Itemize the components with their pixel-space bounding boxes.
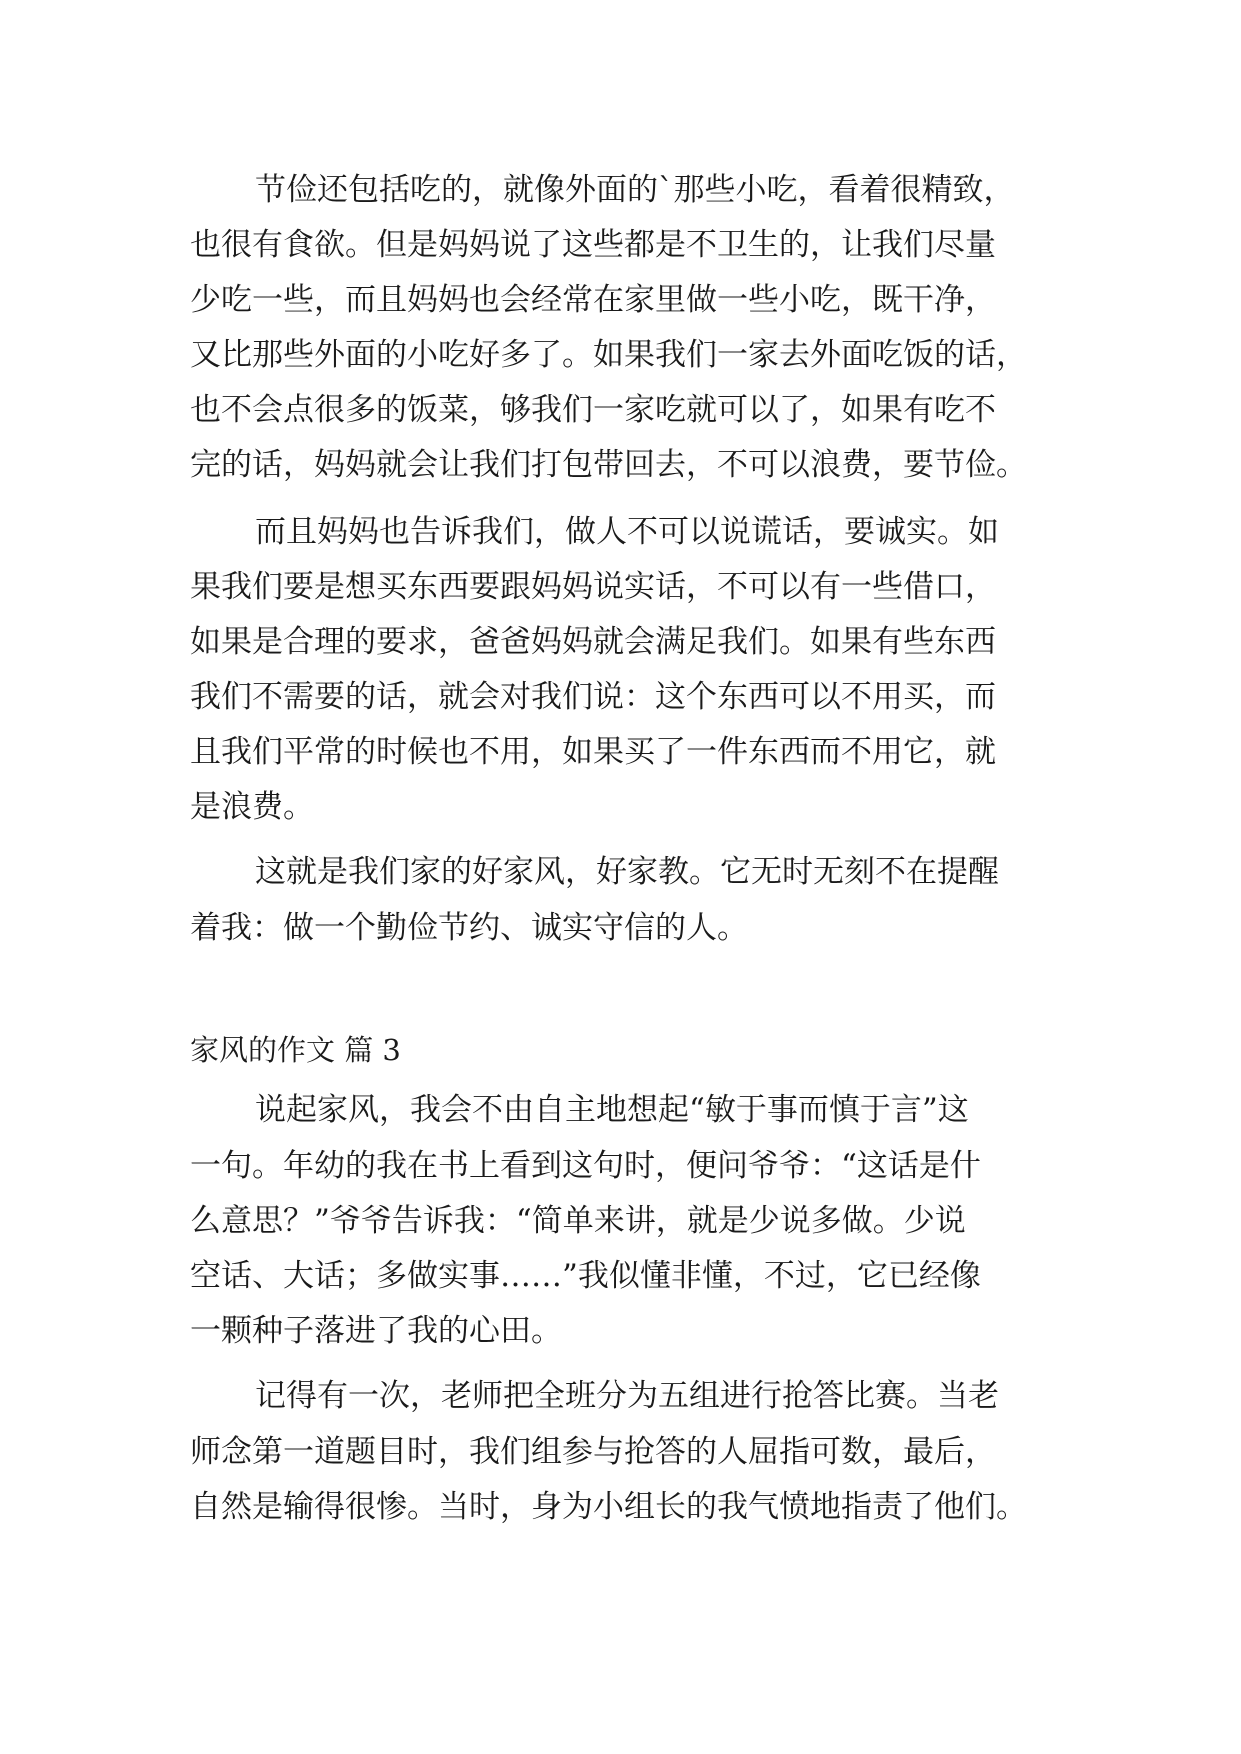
section-title: 家风的作文 篇 3 — [190, 1033, 401, 1067]
paragraph-line: 一颗种子落进了我的心田。 — [190, 1313, 562, 1349]
paragraph-line: 少吃一些，而且妈妈也会经常在家里做一些小吃，既干净， — [190, 282, 996, 318]
paragraph-line: 师念第一道题目时，我们组参与抢答的人屈指可数，最后， — [190, 1434, 996, 1470]
paragraph-line: 完的话，妈妈就会让我们打包带回去，不可以浪费，要节俭。 — [190, 447, 1027, 483]
paragraph-line: 且我们平常的时候也不用，如果买了一件东西而不用它，就 — [190, 734, 996, 770]
paragraph-line: 也不会点很多的饭菜，够我们一家吃就可以了，如果有吃不 — [190, 392, 996, 428]
paragraph-line: 果我们要是想买东西要跟妈妈说实话，不可以有一些借口， — [190, 569, 996, 605]
paragraph-line: 是浪费。 — [190, 789, 314, 825]
paragraph-line: 空话、大话；多做实事……”我似懂非懂，不过，它已经像 — [190, 1258, 981, 1294]
paragraph-line: 也很有食欲。但是妈妈说了这些都是不卫生的，让我们尽量 — [190, 227, 996, 263]
paragraph-line: 着我：做一个勤俭节约、诚实守信的人。 — [190, 910, 748, 946]
paragraph-line: 我们不需要的话，就会对我们说：这个东西可以不用买，而 — [190, 679, 996, 715]
paragraph-line: 说起家风，我会不由自主地想起“敏于事而慎于言”这 — [255, 1092, 969, 1128]
paragraph-line: 如果是合理的要求，爸爸妈妈就会满足我们。如果有些东西 — [190, 624, 996, 660]
paragraph-line: 又比那些外面的小吃好多了。如果我们一家去外面吃饭的话， — [190, 337, 1027, 373]
paragraph-line: 这就是我们家的好家风，好家教。它无时无刻不在提醒 — [255, 854, 999, 890]
paragraph-line: 记得有一次，老师把全班分为五组进行抢答比赛。当老 — [255, 1378, 999, 1414]
paragraph-line: 一句。年幼的我在书上看到这句时，便问爷爷：“这话是什 — [190, 1148, 981, 1184]
paragraph-line: 而且妈妈也告诉我们，做人不可以说谎话，要诚实。如 — [255, 514, 999, 550]
paragraph-line: 节俭还包括吃的，就像外面的`那些小吃，看着很精致， — [255, 172, 1015, 208]
paragraph-line: 么意思？”爷爷告诉我：“简单来讲，就是少说多做。少说 — [190, 1203, 966, 1239]
paragraph-line: 自然是输得很惨。当时，身为小组长的我气愤地指责了他们。 — [190, 1489, 1027, 1525]
